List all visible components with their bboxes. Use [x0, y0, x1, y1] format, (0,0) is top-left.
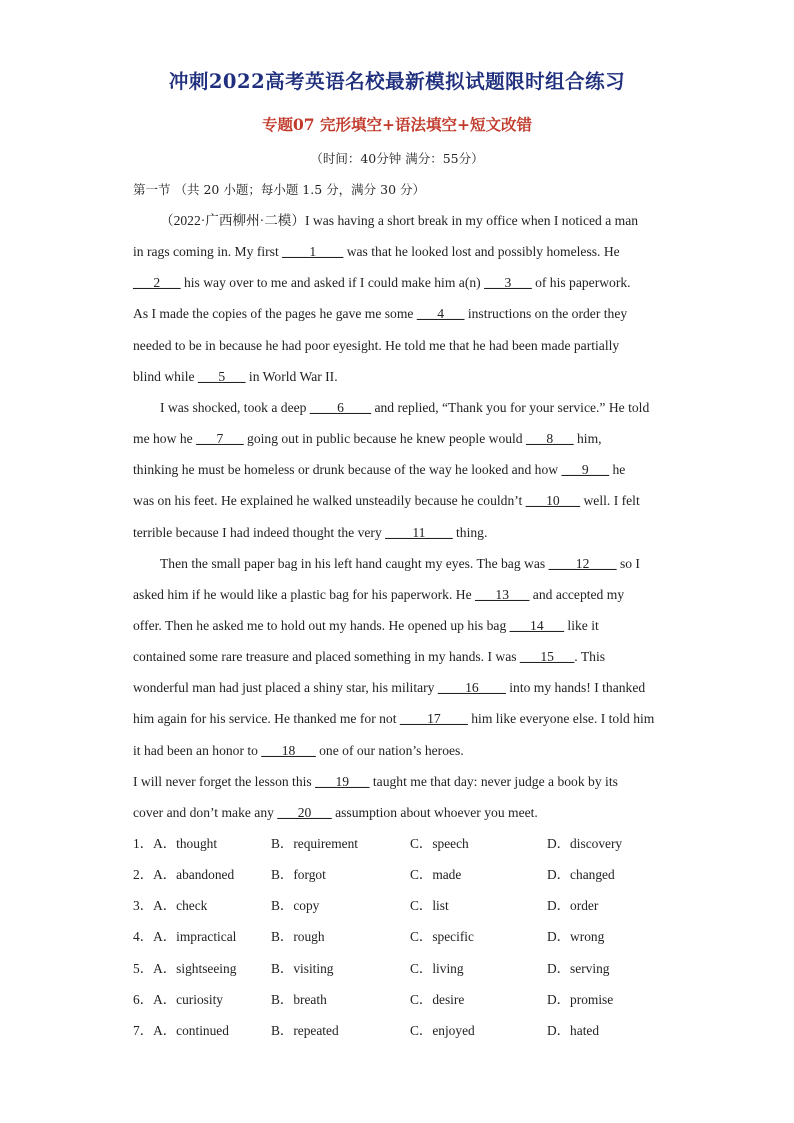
- topic-subtitle: 专题07 完形填空+语法填空+短文改错: [262, 115, 532, 134]
- answer-blank[interactable]: ___3___: [484, 275, 532, 291]
- answer-blank[interactable]: ___13___: [475, 586, 530, 602]
- option-row: [133, 828, 663, 859]
- section-heading: 第一节 （共 20 小题；每小题 1.5 分，满分 30 分）: [133, 182, 426, 197]
- option-a[interactable]: 2．A．abandoned: [133, 867, 235, 883]
- passage-line: [160, 205, 663, 236]
- option-c[interactable]: C．specific: [410, 929, 474, 945]
- passage-line: [133, 579, 663, 610]
- passage-line: [133, 735, 663, 766]
- passage-text: contained some rare treasure and placed something in my hands. I was: [133, 649, 520, 665]
- option-row: [133, 984, 663, 1015]
- option-c[interactable]: C．living: [410, 960, 464, 976]
- answer-blank[interactable]: ___7___: [196, 431, 244, 447]
- passage-text: I was shocked, took a deep: [160, 399, 310, 415]
- passage-text: terrible because I had indeed thought the very: [133, 524, 386, 540]
- passage-text: I will never forget the lesson this: [133, 773, 316, 789]
- option-c[interactable]: C．list: [410, 898, 449, 914]
- passage-text: in rags coming in. My first: [133, 244, 283, 260]
- option-row: [133, 1015, 663, 1046]
- passage-text: was on his feet. He explained he walked unsteadily because he couldn’t: [133, 493, 526, 509]
- passage-text: he: [609, 462, 626, 478]
- answer-blank[interactable]: ____6____: [309, 399, 372, 415]
- option-d[interactable]: D．changed: [547, 867, 615, 883]
- passage-text: him like everyone else. I told him: [467, 711, 655, 727]
- option-d[interactable]: D．discovery: [547, 836, 623, 851]
- passage-line: [133, 454, 663, 485]
- passage-text: so I: [616, 555, 640, 571]
- passage-line: [133, 703, 663, 734]
- passage-text: offer. Then he asked me to hold out my hands. He opened up his bag: [133, 617, 510, 633]
- passage-text: wonderful man had just placed a shiny star, his military: [133, 680, 438, 696]
- passage-line: [133, 423, 663, 454]
- answer-blank[interactable]: ___14___: [509, 617, 565, 633]
- passage-line: [133, 298, 663, 329]
- passage-text: me how he: [133, 431, 197, 447]
- option-d[interactable]: D．order: [547, 898, 599, 914]
- answer-blank[interactable]: ____1____: [282, 244, 344, 260]
- passage-line: [133, 485, 663, 516]
- passage-line: [133, 766, 663, 797]
- option-b[interactable]: B．visiting: [271, 960, 334, 976]
- passage-line: [160, 548, 663, 579]
- passage-text: taught me that day: never judge a book by its: [369, 773, 618, 789]
- option-b[interactable]: B．requirement: [271, 836, 359, 851]
- answer-blank[interactable]: ___9___: [561, 462, 610, 478]
- passage-text: well. I felt: [580, 493, 640, 509]
- option-b[interactable]: B．copy: [271, 898, 320, 914]
- option-a[interactable]: 5．A．sightseeing: [133, 960, 237, 976]
- passage-text: one of our nation’s heroes.: [315, 742, 464, 758]
- option-a[interactable]: 1．A．thought: [133, 836, 218, 851]
- passage-text: As I made the copies of the pages he gave me some: [133, 306, 417, 322]
- passage-text: of his paperwork.: [531, 275, 631, 291]
- passage-line: [133, 517, 663, 548]
- option-a[interactable]: 6．A．curiosity: [133, 991, 224, 1007]
- passage-line: [133, 330, 663, 361]
- answer-blank[interactable]: ___5___: [197, 368, 246, 384]
- passage-text: thinking he must be homeless or drunk because of the way he looked and how: [133, 462, 562, 478]
- passage-line: [133, 267, 663, 298]
- passage-text: needed to be in because he had poor eyesight. He told me that he had been made partially: [133, 337, 620, 353]
- option-row: [133, 953, 663, 984]
- option-b[interactable]: B．forgot: [271, 867, 326, 883]
- passage-text: into my hands! I thanked: [505, 680, 646, 696]
- answer-blank[interactable]: ____11____: [385, 524, 453, 540]
- option-c[interactable]: C．speech: [410, 836, 469, 851]
- passage-text: him,: [573, 431, 602, 447]
- passage-text: it had been an honor to: [133, 742, 262, 758]
- passage-line: [133, 610, 663, 641]
- passage-line: [160, 392, 663, 423]
- passage-line: [133, 672, 663, 703]
- passage-text: and replied, “Thank you for your service.” He told: [371, 399, 650, 415]
- option-d[interactable]: D．promise: [547, 991, 614, 1007]
- passage-text: asked him if he would like a plastic bag for his paperwork. He: [133, 586, 476, 602]
- option-c[interactable]: C．made: [410, 867, 462, 883]
- passage-text: . This: [574, 649, 606, 665]
- answer-blank[interactable]: ___18___: [261, 742, 316, 758]
- option-b[interactable]: B．breath: [271, 991, 327, 1007]
- passage-text: cover and don’t make any: [133, 804, 278, 820]
- option-a[interactable]: 4．A．impractical: [133, 929, 237, 945]
- passage-line: [133, 797, 663, 828]
- passage-text: （2022·广西柳州·二模）I was having a short break in my office when I noticed a man: [160, 213, 639, 228]
- answer-blank[interactable]: ____17____: [399, 711, 468, 727]
- option-b[interactable]: B．rough: [271, 929, 325, 945]
- answer-blank[interactable]: ____16____: [437, 680, 506, 696]
- passage-text: and accepted my: [529, 586, 625, 602]
- passage-line: [133, 361, 663, 392]
- option-b[interactable]: B．repeated: [271, 1022, 339, 1038]
- time-and-score-info: （时间：40分钟 满分：55分）: [310, 151, 484, 166]
- page-title: 冲刺2022高考英语名校最新模拟试题限时组合练习: [168, 70, 626, 93]
- answer-blank[interactable]: ___8___: [526, 431, 574, 447]
- answer-blank[interactable]: ___15___: [519, 649, 575, 665]
- answer-blank[interactable]: ____12____: [548, 555, 617, 571]
- passage-text: like it: [564, 617, 599, 633]
- passage-text: thing.: [452, 524, 488, 540]
- option-d[interactable]: D．hated: [547, 1022, 600, 1038]
- passage-line: [133, 236, 663, 267]
- passage-text: his way over to me and asked if I could make him a(n): [180, 275, 485, 291]
- passage-text: him again for his service. He thanked me for not: [133, 711, 400, 727]
- answer-blank[interactable]: ___20___: [277, 804, 332, 820]
- answer-blank[interactable]: ___10___: [525, 493, 581, 509]
- answer-blank[interactable]: ___4___: [416, 306, 465, 322]
- option-row: [133, 890, 663, 921]
- answer-blank[interactable]: ___19___: [315, 773, 370, 789]
- option-row: [133, 859, 663, 890]
- option-c[interactable]: C．desire: [410, 991, 465, 1007]
- option-a[interactable]: 7．A．continued: [133, 1022, 229, 1038]
- passage-text: Then the small paper bag in his left hand caught my eyes. The bag was: [160, 555, 549, 571]
- option-c[interactable]: C．enjoyed: [410, 1022, 475, 1038]
- answer-blank[interactable]: ___2___: [133, 275, 181, 291]
- passage-text: was that he looked lost and possibly homeless. He: [343, 244, 620, 260]
- passage-text: assumption about whoever you meet.: [331, 804, 538, 820]
- passage-text: in World War II.: [245, 368, 338, 384]
- option-d[interactable]: D．wrong: [547, 929, 605, 945]
- option-d[interactable]: D．serving: [547, 960, 610, 976]
- passage-line: [133, 641, 663, 672]
- passage-text: going out in public because he knew people would: [243, 431, 527, 447]
- option-row: [133, 921, 663, 952]
- option-a[interactable]: 3．A．check: [133, 898, 208, 914]
- passage-text: blind while: [133, 368, 198, 384]
- passage-text: instructions on the order they: [464, 306, 628, 322]
